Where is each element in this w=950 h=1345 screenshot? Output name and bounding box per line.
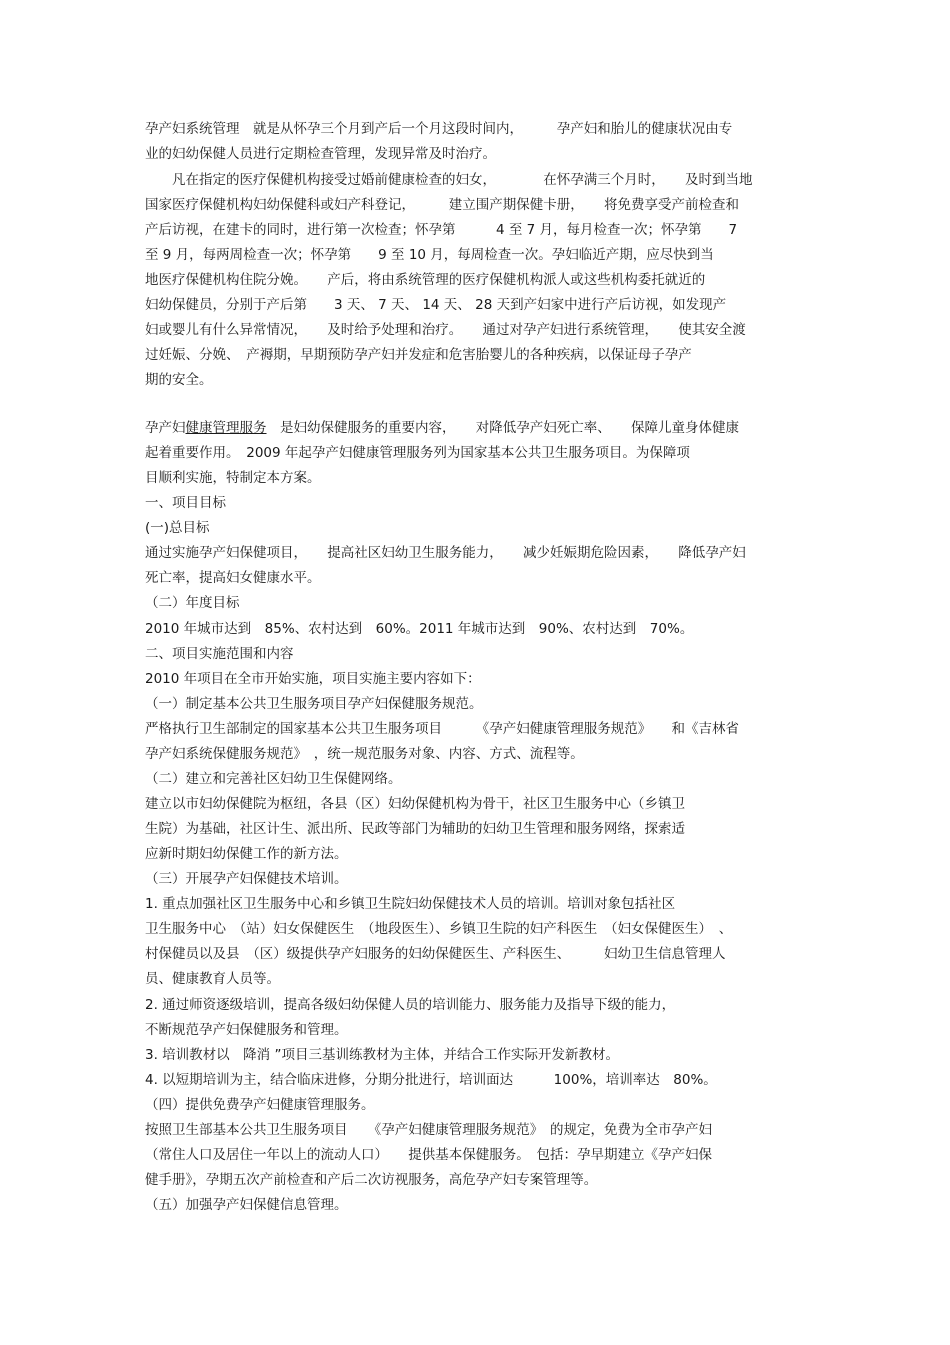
text-line: 妇幼保健员，分别于产后第 3 天、 7 天、 14 天、 28 天到产妇家中进行产后访视，如发现产 — [145, 297, 727, 313]
text-line: 产后访视，在建卡的同时，进行第一次检查；怀孕第 4 至 7 月，每月检查一次；怀孕第 7 — [145, 222, 738, 238]
text-line: 卫生服务中心 （站）妇女保健医生 （地段医生）、乡镇卫生院的妇产科医生 （妇女保健医生） 、 — [145, 921, 733, 937]
text-line: 凡在指定的医疗保健机构接受过婚前健康检查的妇女， 在怀孕满三个月时， 及时到当地 — [145, 172, 753, 188]
text-line: 起着重要作用。 2009 年起孕产妇健康管理服务列为国家基本公共卫生服务项目。为保障项 — [145, 445, 690, 461]
text-line: 死亡率，提高妇女健康水平。 — [145, 570, 321, 586]
text-line: 4. 以短期培训为主，结合临床进修，分期分批进行，培训面达 100%，培训率达 80%。 — [145, 1072, 717, 1088]
text-line: 2010 年城市达到 85%、农村达到 60%。2011 年城市达到 90%、农村达到 70%。 — [145, 621, 694, 637]
text-line: 妇或婴儿有什么异常情况， 及时给予处理和治疗。 通过对孕产妇进行系统管理， 使其安全渡 — [145, 322, 746, 338]
text-line: 国家医疗保健机构妇幼保健科或妇产科登记， 建立围产期保健卡册， 将免费享受产前检查和 — [145, 197, 739, 213]
text-line: 至 9 月，每两周检查一次；怀孕第 9 至 10 月，每周检查一次。孕妇临近产期，应尽快到当 — [145, 247, 714, 263]
text-line: 生院）为基础，社区计生、派出所、民政等部门为辅助的妇幼卫生管理和服务网络，探索适 — [145, 821, 685, 837]
text-line: （常住人口及居住一年以上的流动人口） 提供基本保健服务。 包括：孕早期建立《孕产妇保 — [145, 1147, 712, 1163]
text-line: 1. 重点加强社区卫生服务中心和乡镇卫生院妇幼保健技术人员的培训。培训对象包括社区 — [145, 896, 676, 912]
text-line: 孕产妇系统管理 就是从怀孕三个月到产后一个月这段时间内， 孕产妇和胎儿的健康状况由专 — [145, 121, 733, 137]
text-line: 按照卫生部基本公共卫生服务项目 《孕产妇健康管理服务规范》 的规定，免费为全市孕产妇 — [145, 1122, 712, 1138]
text-line: 目顺利实施，特制定本方案。 — [145, 470, 321, 486]
section2-prefix: 孕产妇 — [145, 420, 186, 436]
text-line: 不断规范孕产妇保健服务和管理。 — [145, 1022, 348, 1038]
text-line: 3. 培训教材以 降消 ”项目三基训练教材为主体，并结合工作实际开发新教材。 — [145, 1047, 619, 1063]
text-line: 孕产妇系统保健服务规范》 ，统一规范服务对象、内容、方式、流程等。 — [145, 746, 584, 762]
section2-rest: 是妇幼保健服务的重要内容， 对降低孕产妇死亡率、 保障儿童身体健康 — [266, 420, 739, 436]
text-line: 通过实施孕产妇保健项目， 提高社区妇幼卫生服务能力， 减少妊娠期危险因素， 降低孕产妇 — [145, 545, 746, 561]
subheading: （二）建立和完善社区妇幼卫生保健网络。 — [145, 771, 402, 787]
text-line: 村保健员以及县 （区）级提供孕产妇服务的妇幼保健医生、产科医生、 妇幼卫生信息管理人 — [145, 946, 726, 962]
text-line: 地医疗保健机构住院分娩。 产后，将由系统管理的医疗保健机构派人或这些机构委托就近的 — [145, 272, 706, 288]
text-line: 健手册》，孕期五次产前检查和产后二次访视服务，高危孕产妇专案管理等。 — [145, 1172, 598, 1188]
text-line: 过妊娠、分娩、 产褥期，早期预防孕产妇并发症和危害胎婴儿的各种疾病，以保证母子孕产 — [145, 347, 692, 363]
subheading: (一)总目标 — [145, 520, 210, 536]
text-line: 严格执行卫生部制定的国家基本公共卫生服务项目 《孕产妇健康管理服务规范》 和《吉林省 — [145, 721, 739, 737]
subheading: （三）开展孕产妇保健技术培训。 — [145, 871, 348, 887]
subheading: （一）制定基本公共卫生服务项目孕产妇保健服务规范。 — [145, 696, 483, 712]
section2-heading-line — [145, 419, 739, 437]
text-line: 员、健康教育人员等。 — [145, 971, 280, 987]
text-line: 2. 通过师资逐级培训，提高各级妇幼保健人员的培训能力、服务能力及指导下级的能力， — [145, 997, 676, 1013]
text-line: 2010 年项目在全市开始实施，项目实施主要内容如下： — [145, 671, 481, 687]
subheading: （二）年度目标 — [145, 595, 240, 611]
underlined-term: 健康管理服务 — [185, 420, 267, 436]
text-line: 建立以市妇幼保健院为枢纽，各县（区）妇幼保健机构为骨干，社区卫生服务中心（乡镇卫 — [145, 796, 685, 812]
text-line: 业的妇幼保健人员进行定期检查管理，发现异常及时治疗。 — [145, 146, 496, 162]
heading: 一、项目目标 — [145, 495, 226, 511]
subheading: （四）提供免费孕产妇健康管理服务。 — [145, 1097, 375, 1113]
heading: 二、项目实施范围和内容 — [145, 646, 294, 662]
text-line: 期的安全。 — [145, 372, 213, 388]
subheading: （五）加强孕产妇保健信息管理。 — [145, 1197, 348, 1213]
text-line: 应新时期妇幼保健工作的新方法。 — [145, 846, 348, 862]
